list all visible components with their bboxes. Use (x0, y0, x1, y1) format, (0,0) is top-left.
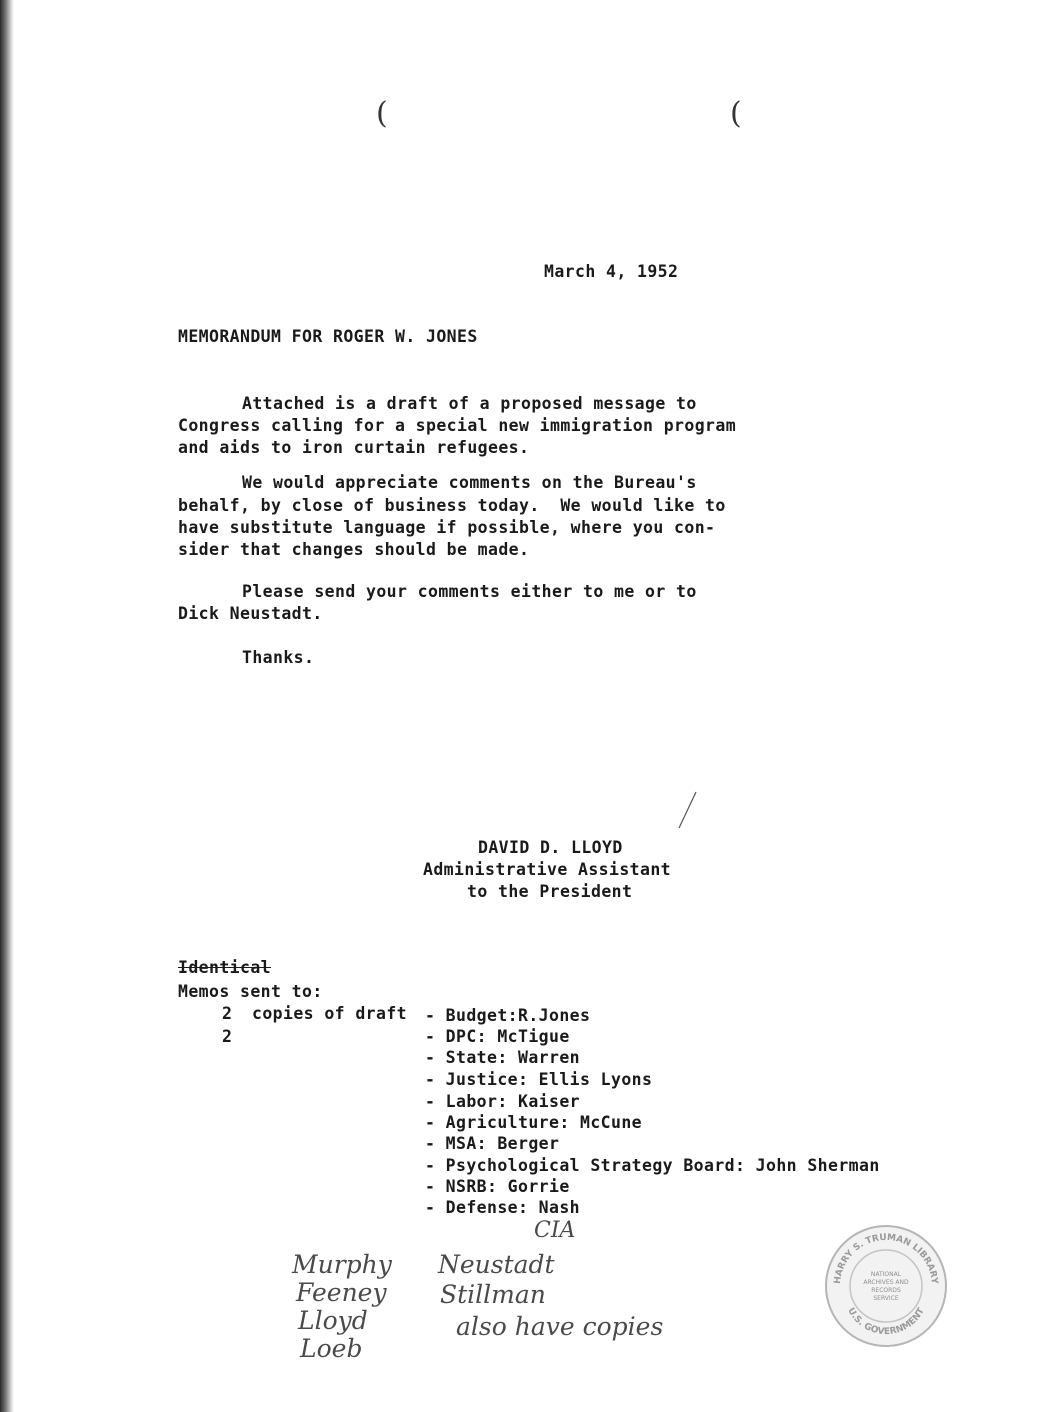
struck-word: Identical (178, 958, 272, 977)
punch-hole-mark: ( (376, 96, 388, 131)
punch-hole-mark: ( (730, 96, 742, 131)
recipient: - Justice: Ellis Lyons (425, 1070, 653, 1089)
stamp-center-text: NATIONAL (870, 1271, 902, 1278)
stamp-center-text: SERVICE (873, 1295, 899, 1302)
handwritten-name: Neustadt (438, 1250, 555, 1279)
body-line: Please send your comments either to me or to (242, 582, 697, 601)
body-line: Thanks. (242, 648, 315, 667)
stamp-top-text: HARRY S. TRUMAN LIBRARY (832, 1232, 940, 1285)
body-line: Dick Neustadt. (178, 604, 323, 623)
recipient: - Agriculture: McCune (425, 1113, 643, 1132)
body-line: Attached is a draft of a proposed message to (242, 394, 697, 413)
body-line: We would appreciate comments on the Bureau's (242, 473, 697, 492)
stamp-bottom-text: U.S. GOVERNMENT (845, 1306, 927, 1338)
body-line: Congress calling for a special new immigration program (178, 416, 737, 435)
handwritten-name: Feeney (296, 1278, 387, 1307)
recipient: - Labor: Kaiser (425, 1092, 581, 1111)
handwritten-note: also have copies (456, 1312, 664, 1341)
body-line: have substitute language if possible, where you con- (178, 518, 716, 537)
memo-date: March 4, 1952 (544, 262, 679, 281)
signatory-name: DAVID D. LLOYD (478, 838, 623, 857)
recipient: - DPC: McTigue (425, 1027, 570, 1046)
recipient: - State: Warren (425, 1048, 581, 1067)
handwritten-name: Murphy (292, 1250, 392, 1279)
recipient: - MSA: Berger (425, 1134, 560, 1153)
signatory-title: Administrative Assistant (423, 860, 672, 879)
pen-stroke-mark (676, 790, 698, 830)
library-stamp (822, 1222, 950, 1350)
body-line: sider that changes should be made. (178, 540, 530, 559)
body-line: behalf, by close of business today. We would like to (178, 496, 726, 515)
handwritten-cia: CIA (534, 1218, 576, 1243)
handwritten-name: Lloyd (298, 1306, 368, 1335)
signatory-title: to the President (467, 882, 633, 901)
recipient: - Defense: Nash (425, 1198, 581, 1217)
recipient: - Psychological Strategy Board: John Sherman (425, 1156, 880, 1175)
copies-label: copies of draft (252, 1004, 408, 1023)
recipient: - NSRB: Gorrie (425, 1177, 570, 1196)
stamp-center-text: ARCHIVES AND (863, 1279, 909, 1286)
stamp-center-text: RECORDS (871, 1287, 901, 1294)
copy-count: 2 (222, 1027, 233, 1046)
handwritten-name: Loeb (300, 1334, 363, 1363)
memo-heading: MEMORANDUM FOR ROGER W. JONES (178, 327, 478, 346)
copy-count: 2 (222, 1004, 233, 1023)
page-binding-edge (0, 0, 14, 1412)
distribution-intro: Memos sent to: (178, 982, 323, 1001)
recipient: - Budget:R.Jones (425, 1006, 591, 1025)
handwritten-name: Stillman (440, 1280, 546, 1309)
body-line: and aids to iron curtain refugees. (178, 438, 530, 457)
